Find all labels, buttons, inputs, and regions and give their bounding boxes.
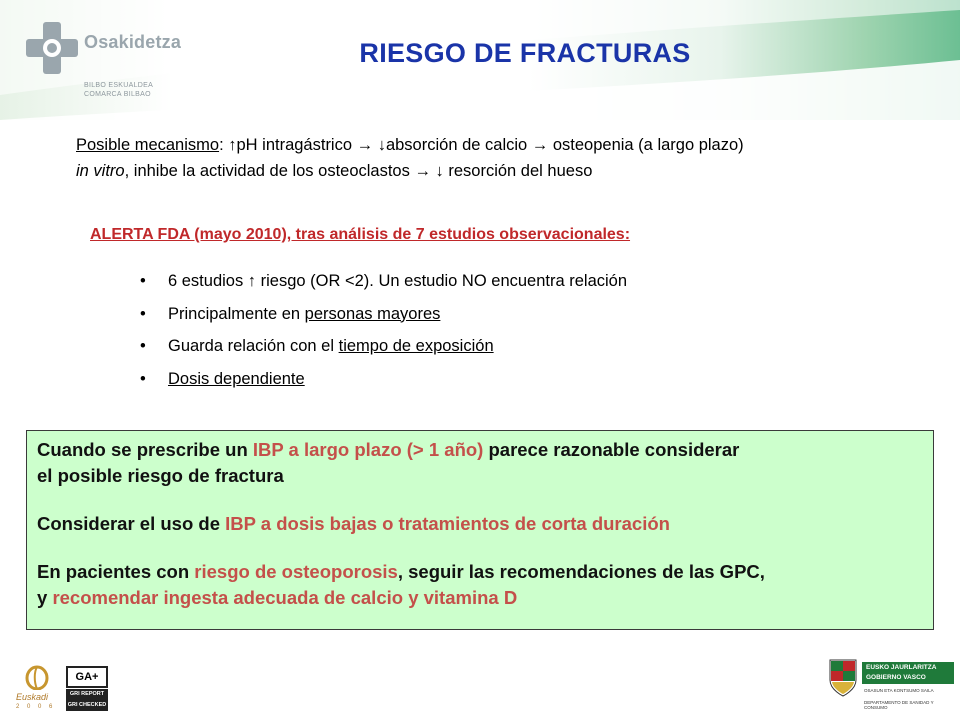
list-item-underlined: tiempo de exposición (338, 337, 494, 355)
mechanism-line-1 (76, 132, 956, 158)
gov-name-spanish: GOBIERNO VASCO (866, 674, 926, 681)
recommendations-box (26, 430, 934, 630)
gov-name-basque: EUSKO JAURLARITZA (866, 664, 937, 671)
recommendation-text: Considerar el uso de (37, 513, 226, 534)
gri-badge (66, 666, 108, 712)
recommendation-3 (37, 559, 923, 585)
gri-report-label: GRI REPORT (66, 689, 108, 700)
page-title: RIESGO DE FRACTURAS (359, 38, 691, 68)
list-item (140, 305, 840, 338)
basque-government-logo (828, 658, 956, 718)
gri-checked-label: GRI CHECKED (66, 700, 108, 711)
recommendation-text: , seguir las recomendaciones de las GPC, (397, 561, 765, 582)
brand-subtitle-basque: BILBO ESKUALDEA (84, 82, 154, 89)
recommendation-3-line-2 (37, 585, 923, 611)
bullet-icon: • (140, 272, 146, 290)
recommendation-1 (37, 437, 923, 463)
mechanism-line-2 (76, 158, 956, 184)
list-item (140, 337, 840, 370)
bullet-icon: • (140, 304, 146, 323)
recommendation-text: En pacientes con (37, 561, 195, 582)
bullet-icon: • (140, 369, 146, 388)
findings-list (140, 272, 840, 402)
recommendation-text: Cuando se prescribe un (37, 439, 253, 460)
mechanism-label: Posible mecanismo (76, 136, 220, 154)
gov-department-spanish: DEPARTAMENTO DE SANIDAD Y CONSUMO (864, 700, 934, 710)
recommendation-text: parece razonable considerar (483, 439, 740, 460)
osakidetza-logo (24, 20, 184, 110)
recommendation-1-line-2: el posible riesgo de fractura (37, 465, 284, 486)
spacer (37, 537, 923, 559)
spacer (37, 489, 923, 511)
osakidetza-cross-icon (24, 20, 80, 76)
recommendation-2 (37, 511, 923, 537)
brand-subtitle-spanish: COMARCA BILBAO (84, 91, 151, 98)
recommendation-highlight: IBP a largo plazo (> 1 año) (252, 439, 484, 460)
mechanism-text (76, 132, 956, 184)
gov-banner (862, 662, 954, 684)
list-item-text: Guarda relación con el (168, 337, 339, 355)
euskadi-label: Euskadi (16, 692, 49, 702)
brand-name: Osakidetza (84, 32, 182, 52)
list-item (140, 370, 840, 403)
fda-alert-heading: ALERTA FDA (mayo 2010), tras análisis de 7 estudios observacionales: (90, 226, 631, 243)
list-item-text: 6 estudios ↑ riesgo (OR <2). Un estudio NO encuentra relación (168, 272, 628, 290)
recommendation-highlight: riesgo de osteoporosis (194, 561, 398, 582)
list-item-underlined: personas mayores (304, 304, 441, 323)
list-item-underlined: Dosis dependiente (168, 369, 305, 388)
list-item (140, 272, 840, 305)
gri-badge-top: GA+ (66, 666, 108, 688)
recommendation-text: y (37, 587, 53, 608)
bullet-icon: • (140, 337, 146, 355)
recommendation-highlight: IBP a dosis bajas o tratamientos de corta duración (225, 513, 670, 534)
coat-of-arms-icon (828, 658, 858, 698)
euskadi-emblem-icon (22, 664, 52, 690)
mechanism-line-1-text: : ↑pH intragástrico → ↓absorción de calcio → osteopenia (a largo plazo) (219, 136, 744, 154)
list-item-text: Principalmente en (168, 304, 305, 323)
gov-department-basque: OSASUN ETA KONTSUMO SAILA (864, 688, 934, 693)
in-vitro-label: in vitro (76, 162, 125, 180)
mechanism-line-2-text: , inhibe la actividad de los osteoclastos → ↓ resorción del hueso (124, 162, 593, 180)
euskadi-year: 2 0 0 6 (16, 704, 56, 710)
recommendation-highlight: recomendar ingesta adecuada de calcio y vitamina D (52, 587, 518, 608)
